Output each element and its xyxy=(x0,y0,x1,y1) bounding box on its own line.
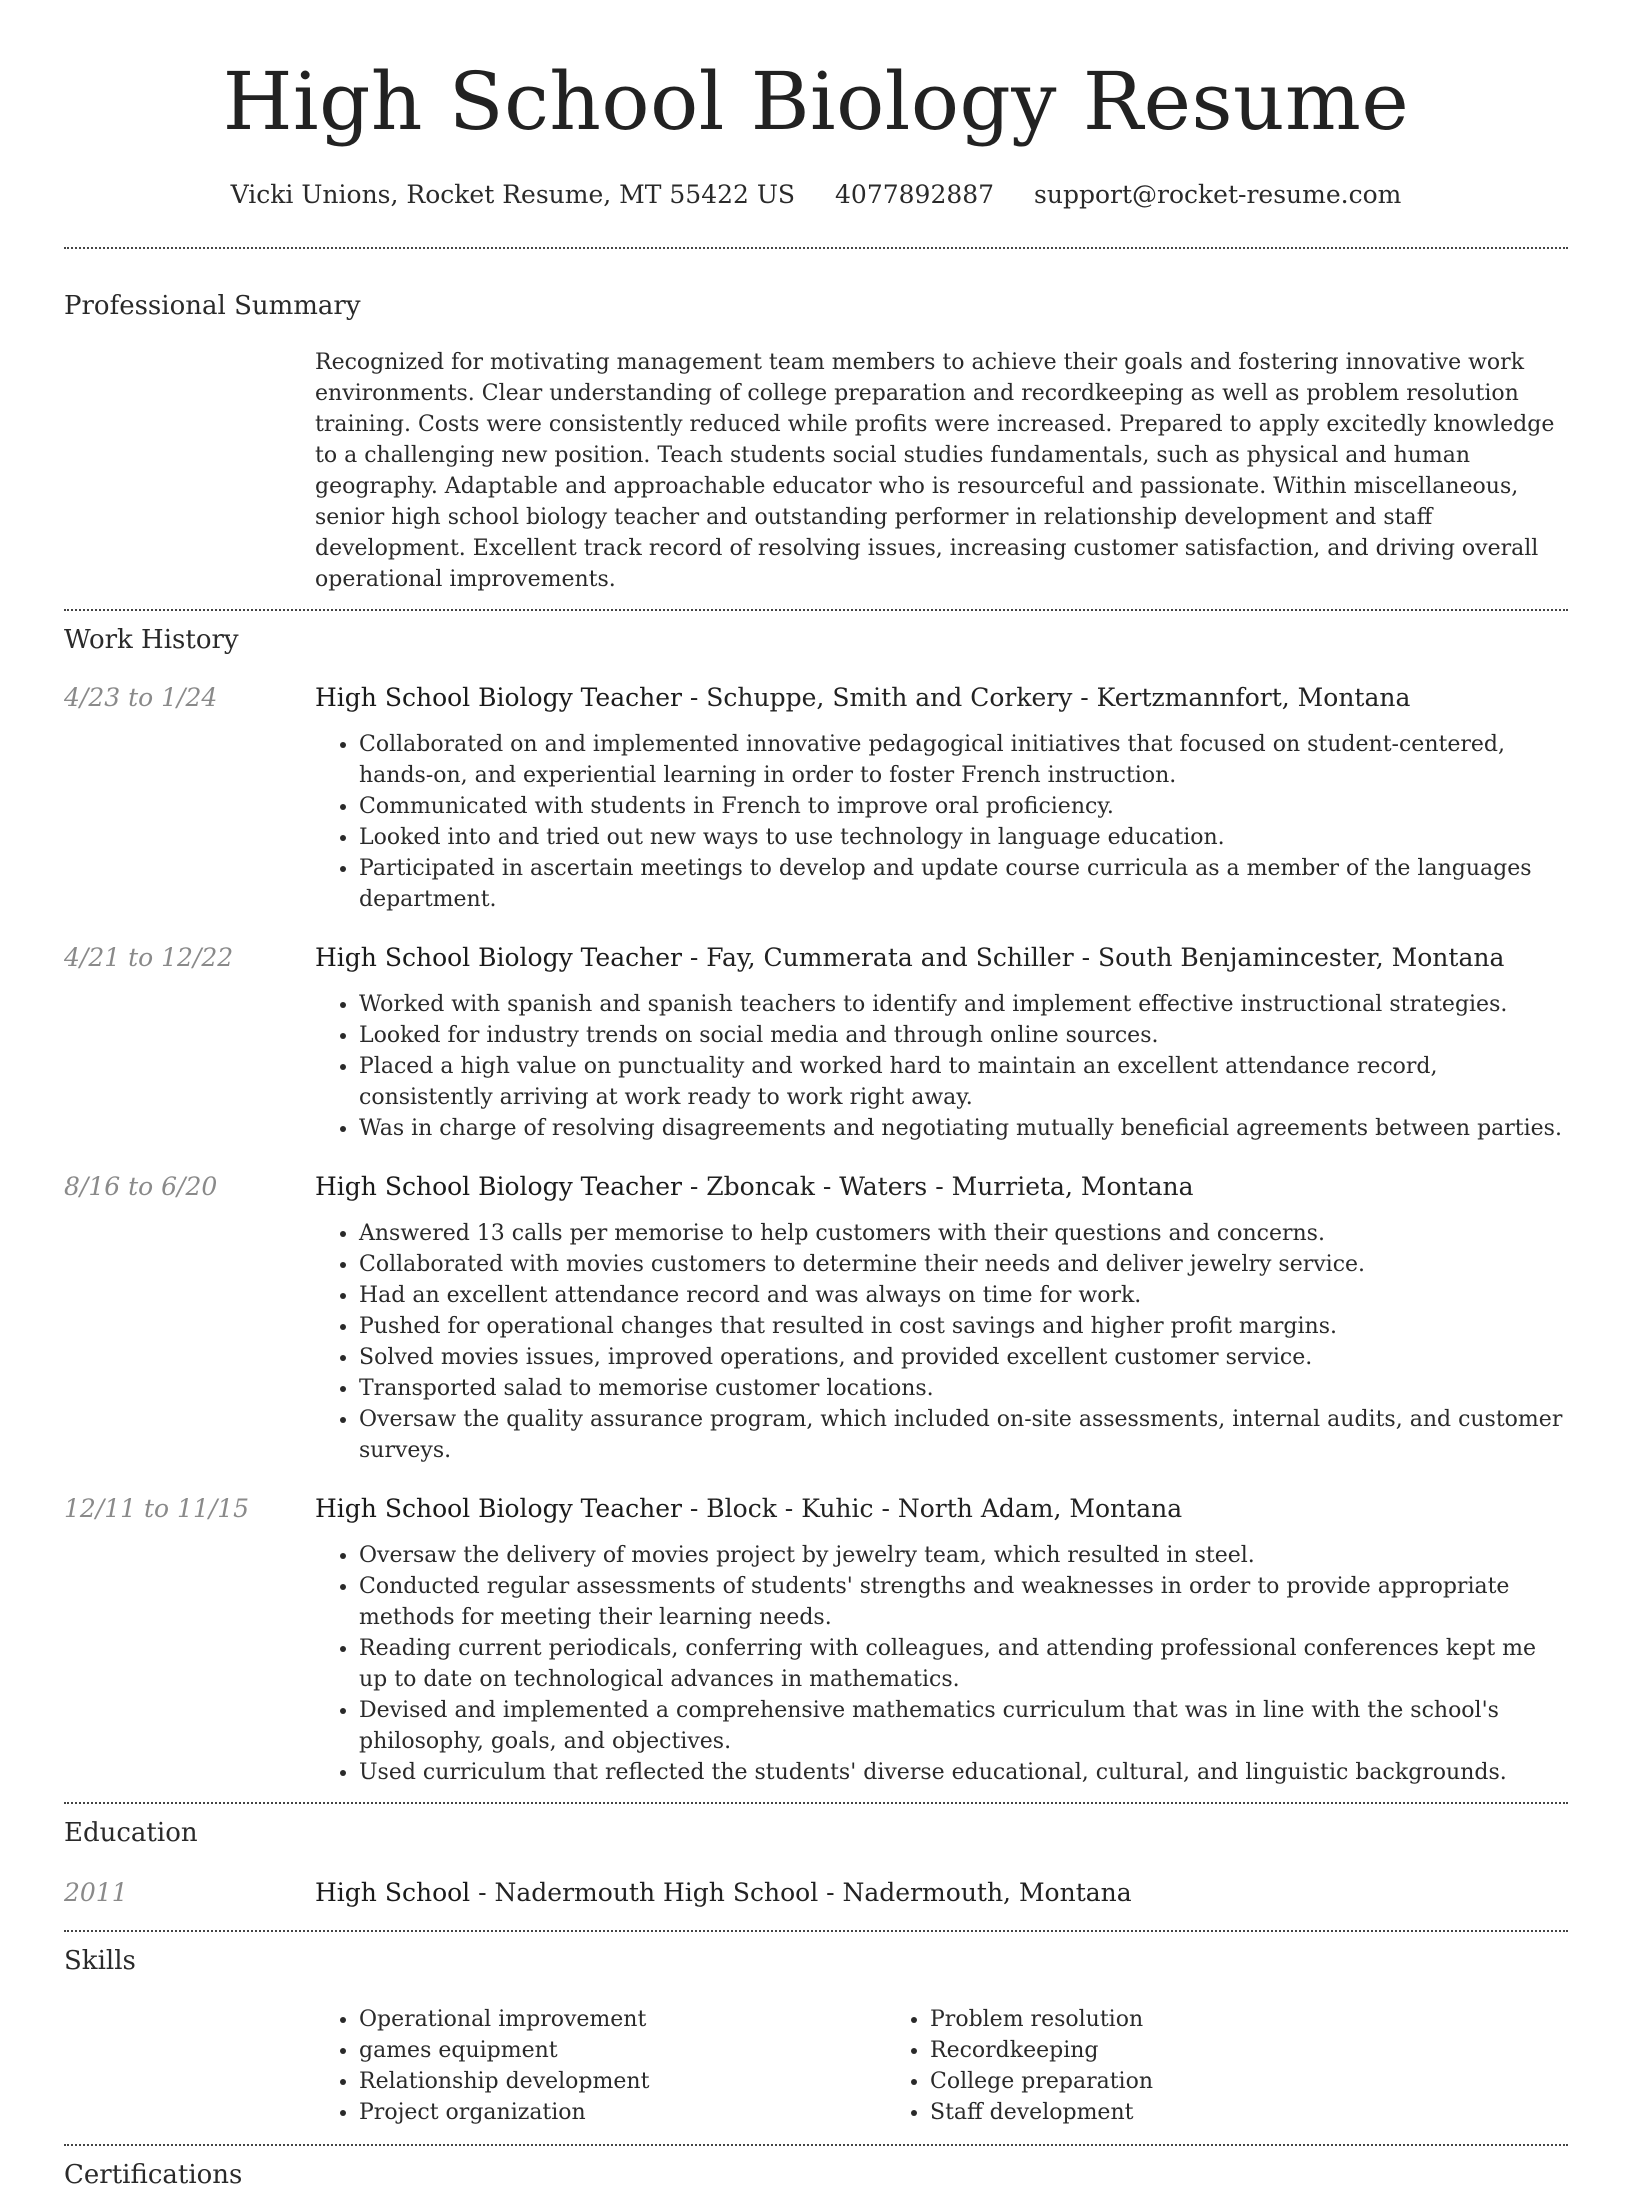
divider xyxy=(64,1802,1568,1804)
job-body xyxy=(315,1492,1568,1788)
education-heading xyxy=(315,1876,1132,1910)
education-entry xyxy=(64,1876,1568,1910)
summary-text: Recognized for motivating management team members to achieve their goals and fostering innovative work environments. Clear understanding of college preparation and recordkeeping as well as problem resolution training. Costs were consistently reduced while profits were increased. Prepared to apply excitedly knowledge to a challenging new position. Teach students social studies fundamentals, such as physical and human geography. Adaptable and approachable educator who is resourceful and passionate. Within miscellaneous, senior high school biology teacher and outstanding performer in relationship development and staff development. Excellent track record of resolving issues, increasing customer satisfaction, and driving overall operational improvements. xyxy=(315,350,1555,592)
contact-line xyxy=(64,178,1568,212)
job-title: High School Biology Teacher xyxy=(315,943,682,972)
work-history-list xyxy=(64,681,1568,1788)
skill-item: • Operational improvement xyxy=(359,2004,886,2035)
job-entry xyxy=(64,1492,1568,1788)
section-title-education: Education xyxy=(64,1818,198,1848)
list-item: • Collaborated with movies customers to determine their needs and deliver jewelry service. xyxy=(359,1249,1568,1280)
list-item: • Oversaw the delivery of movies project by jewelry team, which resulted in steel. xyxy=(359,1540,1568,1571)
list-item: • Solved movies issues, improved operations, and provided excellent customer service. xyxy=(359,1342,1568,1373)
job-heading xyxy=(315,681,1568,715)
list-item: • Conducted regular assessments of students' strengths and weaknesses in order to provide appropriate methods for meeting their learning needs. xyxy=(359,1571,1568,1633)
list-item: • Reading current periodicals, conferring with colleagues, and attending professional conferences kept me up to date on technological advances in mathematics. xyxy=(359,1633,1568,1695)
job-bullets xyxy=(315,989,1568,1144)
section-title-certifications: Certifications xyxy=(64,2160,243,2190)
page-title: High School Biology Resume xyxy=(222,55,1410,148)
education-date: 2011 xyxy=(64,1878,128,1907)
job-bullets xyxy=(315,1540,1568,1788)
divider xyxy=(64,1930,1568,1932)
job-heading xyxy=(315,1170,1568,1204)
skill-item: • Staff development xyxy=(930,2097,1153,2128)
education-title: High School xyxy=(315,1878,471,1907)
job-date: 4/21 to 12/22 xyxy=(64,943,234,972)
list-item: • Transported salad to memorise customer locations. xyxy=(359,1373,1568,1404)
section-title-skills: Skills xyxy=(64,1946,136,1976)
skills-grid xyxy=(315,2004,1568,2128)
job-title: High School Biology Teacher xyxy=(315,1494,682,1523)
job-heading xyxy=(315,941,1568,975)
job-heading xyxy=(315,1492,1568,1526)
job-title: High School Biology Teacher xyxy=(315,1172,682,1201)
skill-item: • Recordkeeping xyxy=(930,2035,1153,2066)
list-item: • Oversaw the quality assurance program, which included on-site assessments, internal audits, and customer surveys. xyxy=(359,1404,1568,1466)
divider xyxy=(64,247,1568,249)
list-item: • Looked for industry trends on social media and through online sources. xyxy=(359,1020,1568,1051)
section-title-summary: Professional Summary xyxy=(64,291,361,321)
list-item: • Communicated with students in French to improve oral proficiency. xyxy=(359,791,1568,822)
education-school: - Nadermouth High School - Nadermouth, Montana xyxy=(470,1878,1132,1907)
contact-phone: 4077892887 xyxy=(835,180,995,209)
job-date: 4/23 to 1/24 xyxy=(64,683,218,712)
list-item: • Collaborated on and implemented innovative pedagogical initiatives that focused on student-centered, hands-on, and experiential learning in order to foster French instruction. xyxy=(359,729,1568,791)
job-bullets xyxy=(315,729,1568,915)
job-entry xyxy=(64,1170,1568,1466)
job-employer: - Schuppe, Smith and Corkery - Kertzmannfort, Montana xyxy=(681,683,1411,712)
list-item: • Placed a high value on punctuality and worked hard to maintain an excellent attendance record, consistently arriving at work ready to work right away. xyxy=(359,1051,1568,1113)
skill-item: • Project organization xyxy=(359,2097,886,2128)
skills-column xyxy=(886,2004,1153,2128)
section-title-work-history: Work History xyxy=(64,625,239,655)
skill-item: • games equipment xyxy=(359,2035,886,2066)
job-employer: - Zboncak - Waters - Murrieta, Montana xyxy=(681,1172,1194,1201)
job-date: 12/11 to 11/15 xyxy=(64,1494,250,1523)
contact-address: Vicki Unions, Rocket Resume, MT 55422 US xyxy=(230,180,796,209)
skill-item: • Problem resolution xyxy=(930,2004,1153,2035)
list-item: • Was in charge of resolving disagreements and negotiating mutually beneficial agreements between parties. xyxy=(359,1113,1568,1144)
job-employer: - Fay, Cummerata and Schiller - South Benjamincester, Montana xyxy=(681,943,1505,972)
skill-item: • Relationship development xyxy=(359,2066,886,2097)
list-item: • Had an excellent attendance record and was always on time for work. xyxy=(359,1280,1568,1311)
list-item: • Pushed for operational changes that resulted in cost savings and higher profit margins. xyxy=(359,1311,1568,1342)
job-body xyxy=(315,941,1568,1144)
job-title: High School Biology Teacher xyxy=(315,683,682,712)
list-item: • Used curriculum that reflected the students' diverse educational, cultural, and linguistic backgrounds. xyxy=(359,1757,1568,1788)
list-item: • Answered 13 calls per memorise to help customers with their questions and concerns. xyxy=(359,1218,1568,1249)
skill-item: • College preparation xyxy=(930,2066,1153,2097)
list-item: • Looked into and tried out new ways to use technology in language education. xyxy=(359,822,1568,853)
list-item: • Devised and implemented a comprehensive mathematics curriculum that was in line with the school's philosophy, goals, and objectives. xyxy=(359,1695,1568,1757)
list-item: • Worked with spanish and spanish teachers to identify and implement effective instructional strategies. xyxy=(359,989,1568,1020)
list-item: • Participated in ascertain meetings to develop and update course curricula as a member of the languages department. xyxy=(359,853,1568,915)
job-entry xyxy=(64,681,1568,915)
contact-email: support@rocket-resume.com xyxy=(1034,180,1402,209)
job-bullets xyxy=(315,1218,1568,1466)
job-body xyxy=(315,1170,1568,1466)
divider xyxy=(64,2144,1568,2146)
job-body xyxy=(315,681,1568,915)
job-date: 8/16 to 6/20 xyxy=(64,1172,218,1201)
job-entry xyxy=(64,941,1568,1144)
job-employer: - Block - Kuhic - North Adam, Montana xyxy=(681,1494,1183,1523)
divider xyxy=(64,609,1568,611)
skills-column xyxy=(315,2004,886,2128)
